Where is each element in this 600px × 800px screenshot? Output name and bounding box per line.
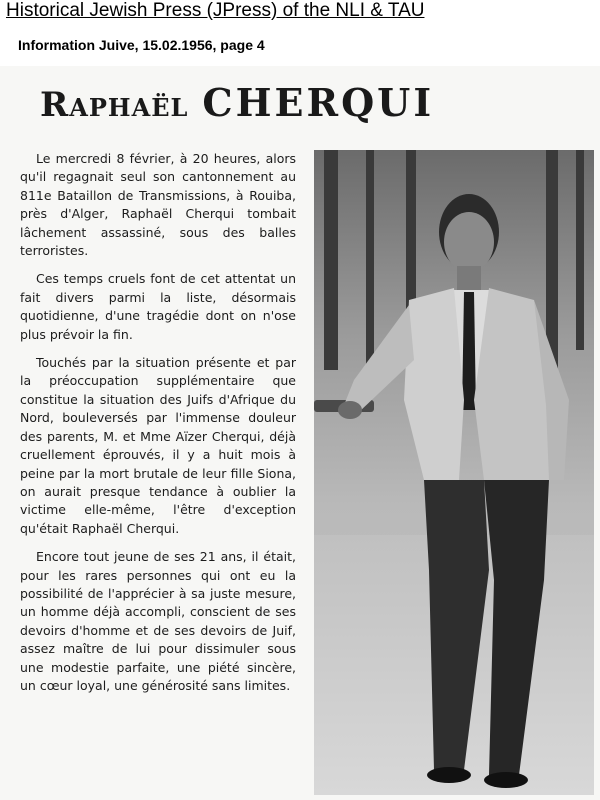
portrait-photo: [314, 150, 594, 795]
newspaper-scan: [0, 66, 600, 800]
article-body: [20, 150, 296, 705]
headline-first-name: Raphaël: [40, 85, 189, 125]
article-paragraph: Touchés par la situation présente et par la préoccupation supplémentaire que constitue la situation des Juifs d'Afrique du Nord, bouleversés par l'immense douleur des parents, M. et Mme Aïzer Cherqui, déjà cruellement éprouvés, il y a huit mois à peine par la mort brutale de leur fille Siona, on aurait presque tendance à oublier la victime elle-même, l'être d'exception qu'était Raphaël Cherqui.: [20, 355, 296, 536]
source-link[interactable]: Historical Jewish Press (JPress) of the NLI & TAU: [6, 0, 425, 21]
article-headline: [40, 80, 560, 128]
citation: Information Juive, 15.02.1956, page 4: [18, 37, 265, 53]
article-paragraph: Le mercredi 8 février, à 20 heures, alors qu'il regagnait seul son cantonnement au 811e Bataillon de Transmissions, à Rouiba, près d'Alger, Raphaël Cherqui tombait lâchement assassiné, sous des balles terroristes.: [20, 151, 296, 259]
article-paragraph: Ces temps cruels font de cet attentat un fait divers parmi la liste, désormais quotidienne, d'une tragédie dont on n'ose plus prévoir la fin.: [20, 271, 296, 342]
man-figure: [314, 150, 594, 795]
article-paragraph: Encore tout jeune de ses 21 ans, il était, pour les rares personnes qui ont eu la possibilité de l'apprécier à sa juste mesure, un homme déjà accompli, conscient de ses devoirs d'homme et de ses devoirs de Juif, assez maître de lui pour dissimuler sous une modestie parfaite, une piété sincère, un cœur loyal, une générosité sans limites.: [20, 549, 296, 693]
headline-last-name: CHERQUI: [202, 80, 435, 125]
